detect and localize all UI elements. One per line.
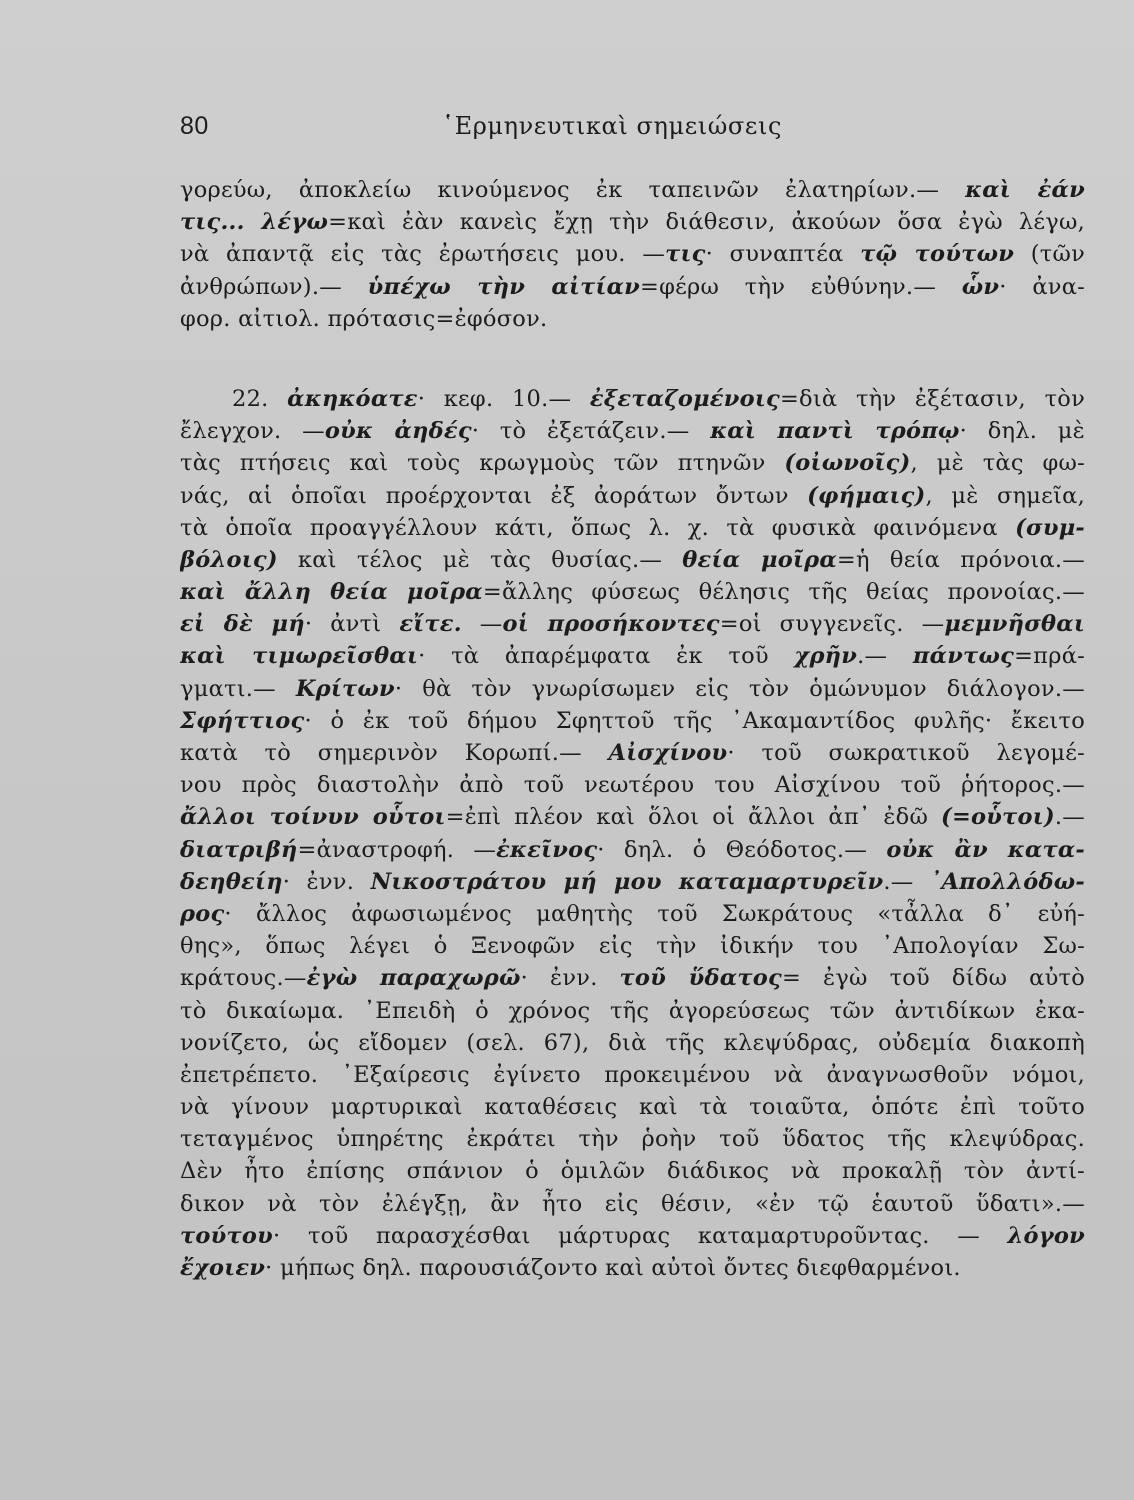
page-number: 80: [180, 112, 209, 140]
text-run: , μὲ σημεῖα,: [925, 482, 1085, 509]
lemma: (=οὗτοι): [941, 804, 1055, 831]
text-line: [180, 238, 1085, 270]
text-line: [180, 206, 1085, 238]
text-run: —: [461, 611, 503, 638]
text-line: [180, 1155, 1085, 1187]
text-line: [180, 866, 1085, 898]
text-line: [180, 995, 1085, 1027]
paragraph-1: [180, 174, 1085, 335]
text-run: τεταγμένος ὑπηρέτης ἐκράτει τὴν ῥοὴν τοῦ ὕδατος τῆς κλεψύδρας.: [180, 1126, 1085, 1153]
text-line: [180, 898, 1085, 930]
text-run: · δηλ. μὲ: [959, 418, 1085, 445]
text-run: =καὶ ἐὰν κανεὶς ἔχῃ τὴν διάθεσιν, ἀκούων ὅσα ἐγὼ λέγω,: [328, 209, 1085, 236]
lemma: καὶ ἐάν: [965, 177, 1085, 203]
text-run: νάς, αἱ ὁποῖαι προέρχονται ἐξ ἀοράτων ὄντων: [180, 482, 808, 509]
text-run: νου πρὸς διαστολὴν ἀπὸ τοῦ νεωτέρου του Αἰσχίνου τοῦ ῥήτορος.—: [180, 772, 1085, 799]
lemma: πάντως: [912, 643, 1015, 670]
lemma: Νικοστράτου μή μου καταμαρτυρεῖν: [370, 868, 884, 895]
lemma: καὶ τιμωρεῖσθαι: [180, 643, 419, 670]
lemma: (φήμαις): [807, 482, 926, 509]
lemma: τούτου: [180, 1222, 274, 1249]
text-run: · θὰ τὸν γνωρίσωμεν εἰς τὸν ὁμώνυμον διάλογον.—: [394, 675, 1085, 702]
text-run: 22.: [232, 385, 288, 412]
text-run: =ἄλλης φύσεως θέλησις τῆς θείας προνοίας.—: [482, 579, 1085, 606]
text-line: [180, 962, 1085, 994]
text-run: τὰς πτήσεις καὶ τοὺς κρωγμοὺς τῶν πτηνῶν: [180, 450, 785, 477]
lemma: ἐκεῖνος: [496, 836, 598, 863]
text-run: · ἀνα-: [999, 273, 1085, 300]
text-line: [180, 544, 1085, 576]
lemma: Αἰσχίνου: [608, 740, 728, 766]
text-run: Δὲν ἦτο ἐπίσης σπάνιον ὁ ὁμιλῶν διάδικος νὰ προκαλῇ τὸν ἀντί-: [180, 1158, 1085, 1185]
text-run: · τὸ ἐξετάζειν.—: [471, 418, 711, 445]
lemma: ἐξεταζομένοις: [589, 385, 780, 412]
paragraph-gap: [180, 335, 1085, 383]
lemma: διατριβή: [180, 836, 298, 863]
text-run: · ἐνν.: [282, 868, 371, 895]
text-run: =οἱ συγγενεῖς. —: [719, 611, 945, 638]
lemma: τις... λέγω: [180, 209, 329, 236]
text-line: [180, 512, 1085, 544]
text-line: [180, 737, 1085, 769]
lemma: λόγον: [1007, 1222, 1085, 1249]
text-line: [180, 705, 1085, 737]
text-line: [180, 1252, 1085, 1284]
text-line: [180, 271, 1085, 303]
lemma: δεηθείη: [180, 868, 283, 895]
lemma: ἄλλοι τοίνυν οὗτοι: [180, 804, 446, 831]
lemma: εἴτε.: [399, 611, 462, 638]
lemma: τις: [665, 241, 706, 268]
text-run: φορ. αἰτιολ. πρότασις=ἐφόσον.: [180, 305, 548, 332]
lemma: Κρίτων: [295, 675, 395, 702]
text-run: , μὲ τὰς φω-: [910, 450, 1085, 477]
text-run: τὸ δικαίωμα. ᾽Επειδὴ ὁ χρόνος τῆς ἀγορεύσεως τῶν ἀντιδίκων ἐκα-: [180, 997, 1085, 1024]
text-run: κράτους.—: [180, 965, 307, 992]
text-line: [180, 801, 1085, 833]
text-line: [180, 576, 1085, 608]
text-run: νὰ γίνουν μαρτυρικαὶ καταθέσεις καὶ τὰ τοιαῦτα, ὁπότε ἐπὶ τοῦτο: [180, 1094, 1085, 1121]
text-line: [180, 1091, 1085, 1123]
text-run: · ἐνν.: [520, 965, 620, 992]
text-run: καὶ τέλος μὲ τὰς θυσίας.—: [277, 546, 683, 573]
running-title: ῾Ερμηνευτικαὶ σημειώσεις: [442, 112, 782, 140]
text-run: =διὰ τὴν ἐξέτασιν, τὸν: [779, 385, 1085, 412]
lemma: καὶ ἄλλη θεία μοῖρα: [180, 579, 483, 606]
text-line: [180, 1059, 1085, 1091]
text-run: γορεύω, ἀποκλείω κινούμενος ἐκ ταπεινῶν ἐλατηρίων.—: [180, 177, 966, 203]
text-run: γματι.—: [180, 675, 296, 702]
text-run: =ἀναστροφή. —: [297, 836, 497, 863]
text-line: [180, 1220, 1085, 1252]
text-line: [180, 834, 1085, 866]
text-run: = ἐγὼ τοῦ δίδω αὐτὸ: [781, 965, 1085, 992]
lemma: ὑπέχω τὴν αἰτίαν: [367, 273, 641, 300]
text-run: κατὰ τὸ σημερινὸν Κορωπί.—: [180, 740, 609, 766]
lemma: ἐγὼ παραχωρῶ: [306, 965, 521, 992]
text-line: [180, 480, 1085, 512]
text-line: [180, 769, 1085, 801]
text-line: [180, 447, 1085, 479]
text-line: [180, 608, 1085, 640]
lemma: ἀκηκόατε: [287, 385, 418, 412]
text-run: · συναπτέα: [705, 241, 861, 268]
lemma: Σφήττιος: [180, 707, 305, 734]
text-run: ἀνθρώπων).—: [180, 273, 368, 300]
text-run: · τοῦ παρασχέσθαι μάρτυρας καταμαρτυροῦντας. —: [273, 1222, 1008, 1249]
lemma: (οἰωνοῖς): [784, 450, 911, 477]
text-line: [180, 415, 1085, 447]
text-line: [180, 673, 1085, 705]
text-run: .—: [1054, 804, 1085, 831]
text-run: .—: [857, 643, 913, 670]
text-run: · ἄλλος ἀφωσιωμένος μαθητὴς τοῦ Σωκράτους «τἆλλα δ᾽ εὐή-: [224, 900, 1085, 927]
lemma: οὐκ ἀηδές: [324, 418, 472, 445]
text-run: δικον νὰ τὸν ἐλέγξῃ, ἂν ἦτο εἰς θέσιν, «ἐν τῷ ἑαυτοῦ ὕδατι».—: [180, 1190, 1085, 1217]
text-line: [180, 1188, 1085, 1220]
lemma: τοῦ ὕδατος: [619, 965, 782, 992]
lemma: ρος: [180, 900, 225, 927]
text-run: (τῶν: [1014, 241, 1085, 268]
text-run: θης», ὅπως λέγει ὁ Ξενοφῶν εἰς τὴν ἰδικήν του ᾽Απολογίαν Σω-: [180, 933, 1085, 960]
text-run: =ἡ θεία πρόνοια.—: [836, 546, 1085, 573]
lemma: ὧν: [961, 273, 1000, 300]
text-run: =πρά-: [1014, 643, 1085, 670]
text-run: νὰ ἀπαντᾷ εἰς τὰς ἐρωτήσεις μου. —: [180, 241, 666, 268]
text-line: [180, 640, 1085, 672]
text-run: .—: [883, 868, 930, 895]
text-run: · ὁ ἐκ τοῦ δήμου Σφηττοῦ τῆς ᾽Ακαμαντίδος φυλῆς· ἔκειτο: [304, 707, 1085, 734]
text-run: ἔλεγχον. —: [180, 418, 325, 445]
lemma: βόλοις): [180, 546, 278, 573]
page-body: [180, 174, 1085, 1284]
lemma: μεμνῆσθαι: [944, 611, 1085, 638]
text-run: τὰ ὁποῖα προαγγέλλουν κάτι, ὅπως λ. χ. τὰ φυσικὰ φαινόμενα: [180, 514, 1016, 541]
text-line: [180, 303, 1085, 335]
lemma: θεία μοῖρα: [682, 546, 837, 573]
text-run: ἐπετρέπετο. ᾽Εξαίρεσις ἐγίνετο προκειμένου νὰ ἀναγνωσθοῦν νόμοι,: [180, 1061, 1085, 1088]
text-line: [180, 1123, 1085, 1155]
text-run: · δηλ. ὁ Θεόδοτος.—: [597, 836, 887, 863]
page-header: [180, 112, 1060, 152]
text-run: · τοῦ σωκρατικοῦ λεγομέ-: [727, 740, 1085, 766]
text-run: · ἀντὶ: [304, 611, 400, 638]
text-run: =ἐπὶ πλέον καὶ ὅλοι οἱ ἄλλοι ἀπ᾽ ἐδῶ: [445, 804, 942, 831]
text-line: [180, 930, 1085, 962]
paragraph-2: [180, 383, 1085, 1284]
text-run: νονίζετο, ὡς εἴδομεν (σελ. 67), διὰ τῆς κλεψύδρας, οὐδεμία διακοπὴ: [180, 1029, 1085, 1056]
text-run: · τὰ ἀπαρέμφατα ἐκ τοῦ: [418, 643, 795, 670]
lemma: οὐκ ἂν κατα-: [886, 836, 1085, 863]
text-line: [180, 383, 1085, 415]
text-run: · μήπως δηλ. παρουσιάζοντο καὶ αὐτοὶ ὄντες διεφθαρμένοι.: [265, 1255, 961, 1281]
lemma: ᾽Απολλόδω-: [929, 868, 1085, 895]
lemma: ἔχοιεν: [180, 1255, 266, 1281]
lemma: (συμ-: [1015, 514, 1085, 541]
text-run: =φέρω τὴν εὐθύνην.—: [640, 273, 962, 300]
lemma: τῷ τούτων: [860, 241, 1015, 268]
lemma: εἰ δὲ μή: [180, 611, 305, 638]
text-run: · κεφ. 10.—: [417, 385, 590, 412]
lemma: οἱ προσήκοντες: [502, 611, 720, 638]
text-line: [180, 1027, 1085, 1059]
text-line: [180, 174, 1085, 206]
lemma: χρῆν: [794, 643, 858, 670]
lemma: καὶ παντὶ τρόπῳ: [710, 418, 960, 445]
